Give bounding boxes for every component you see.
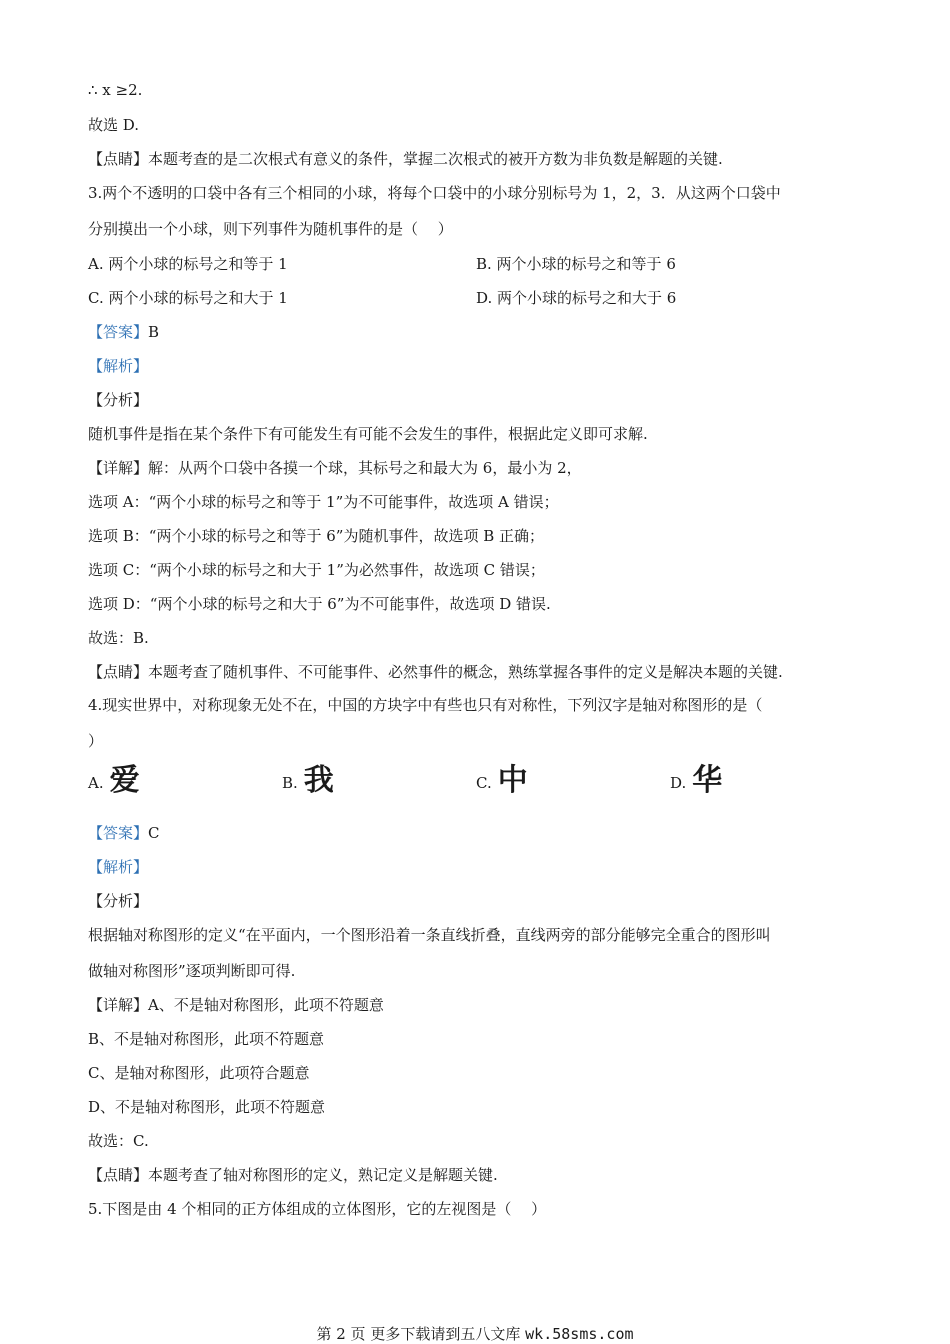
question-3-fenxi-tag: 【分析】 xyxy=(88,391,149,409)
question-3-analysis-tag: 【解析】 xyxy=(88,357,149,375)
question-3-stem-line-2: 分别摸出一个小球，则下列事件为随机事件的是（ ） xyxy=(88,220,453,238)
question-3-option-a-analysis: 选项 A：“两个小球的标号之和等于 1”为不可能事件，故选项 A 错误； xyxy=(88,493,559,511)
question-3-stem-line-1: 3.两个不透明的口袋中各有三个相同的小球，将每个口袋中的小球分别标号为 1，2，3．从这两个口袋中 xyxy=(88,184,781,202)
question-5-stem: 5.下图是由 4 个相同的正方体组成的立体图形，它的左视图是（ ） xyxy=(88,1200,547,1218)
question-4-stem-line-2: ） xyxy=(88,732,104,750)
question-4-option-b xyxy=(282,764,334,798)
answer-choice-line: 故选 D. xyxy=(88,116,140,134)
question-4-stem-line-1: 4.现实世界中，对称现象无处不在，中国的方块字中有些也只有对称性，下列汉字是轴对称图形的是（ xyxy=(88,696,763,714)
question-3-option-b-analysis: 选项 B：“两个小球的标号之和等于 6”为随机事件，故选项 B 正确； xyxy=(88,527,545,545)
question-4-answer xyxy=(88,823,160,843)
option-character: 我 xyxy=(303,763,334,798)
question-3-option-b: B. 两个小球的标号之和等于 6 xyxy=(476,255,676,273)
page-number: 第 2 页 xyxy=(316,1325,366,1343)
question-4-explanation-line-1: 根据轴对称图形的定义“在平面内，一个图形沿着一条直线折叠，直线两旁的部分能够完全重合的图形叫 xyxy=(88,926,771,944)
question-4-detail-a: 【详解】A、不是轴对称图形，此项不符题意 xyxy=(88,996,384,1014)
site-link[interactable]: wk.58sms.com xyxy=(525,1325,634,1343)
option-label: B. xyxy=(282,774,298,792)
question-4-detail-b: B、不是轴对称图形，此项不符题意 xyxy=(88,1030,325,1048)
question-4-detail-d: D、不是轴对称图形，此项不符题意 xyxy=(88,1098,326,1116)
question-4-option-c xyxy=(476,764,528,798)
question-3-detail-line: 【详解】解：从两个口袋中各摸一个球，其标号之和最大为 6，最小为 2， xyxy=(88,459,582,477)
question-4-detail-c: C、是轴对称图形，此项符合题意 xyxy=(88,1064,310,1082)
question-3-explanation-line: 随机事件是指在某个条件下有可能发生有可能不会发生的事件，根据此定义即可求解. xyxy=(88,425,648,443)
question-3-option-c: C. 两个小球的标号之和大于 1 xyxy=(88,289,288,307)
conclusion-line: ∴ x ≥2. xyxy=(88,81,143,99)
question-4-option-a xyxy=(88,764,140,798)
question-3-comment: 【点睛】本题考查了随机事件、不可能事件、必然事件的概念，熟练掌握各事件的定义是解决本题的关键. xyxy=(88,663,783,681)
answer-value: B xyxy=(148,323,160,341)
option-label: C. xyxy=(476,774,492,792)
comment-line: 【点睛】本题考查的是二次根式有意义的条件，掌握二次根式的被开方数为非负数是解题的关键. xyxy=(88,150,723,168)
answer-value: C xyxy=(148,824,160,842)
question-4-fenxi-tag: 【分析】 xyxy=(88,892,149,910)
question-3-option-d: D. 两个小球的标号之和大于 6 xyxy=(476,289,677,307)
question-3-option-a: A. 两个小球的标号之和等于 1 xyxy=(88,255,288,273)
option-label: D. xyxy=(670,774,687,792)
question-3-final-choice: 故选：B. xyxy=(88,629,149,647)
question-4-analysis-tag: 【解析】 xyxy=(88,858,149,876)
answer-tag: 【答案】 xyxy=(88,323,149,341)
page-footer xyxy=(0,1324,950,1344)
download-note: 更多下载请到五八文库 xyxy=(370,1325,521,1343)
question-4-explanation-line-2: 做轴对称图形”逐项判断即可得. xyxy=(88,962,296,980)
question-4-comment: 【点睛】本题考查了轴对称图形的定义，熟记定义是解题关键. xyxy=(88,1166,498,1184)
answer-tag: 【答案】 xyxy=(88,824,149,842)
question-3-option-d-analysis: 选项 D：“两个小球的标号之和大于 6”为不可能事件，故选项 D 错误. xyxy=(88,595,551,613)
question-4-final-choice: 故选：C. xyxy=(88,1132,149,1150)
option-character: 中 xyxy=(497,763,528,798)
option-label: A. xyxy=(88,774,104,792)
question-3-option-c-analysis: 选项 C：“两个小球的标号之和大于 1”为必然事件，故选项 C 错误； xyxy=(88,561,545,579)
question-4-option-d xyxy=(670,764,722,798)
option-character: 爱 xyxy=(109,763,140,798)
option-character: 华 xyxy=(692,763,723,798)
question-3-answer xyxy=(88,322,159,342)
